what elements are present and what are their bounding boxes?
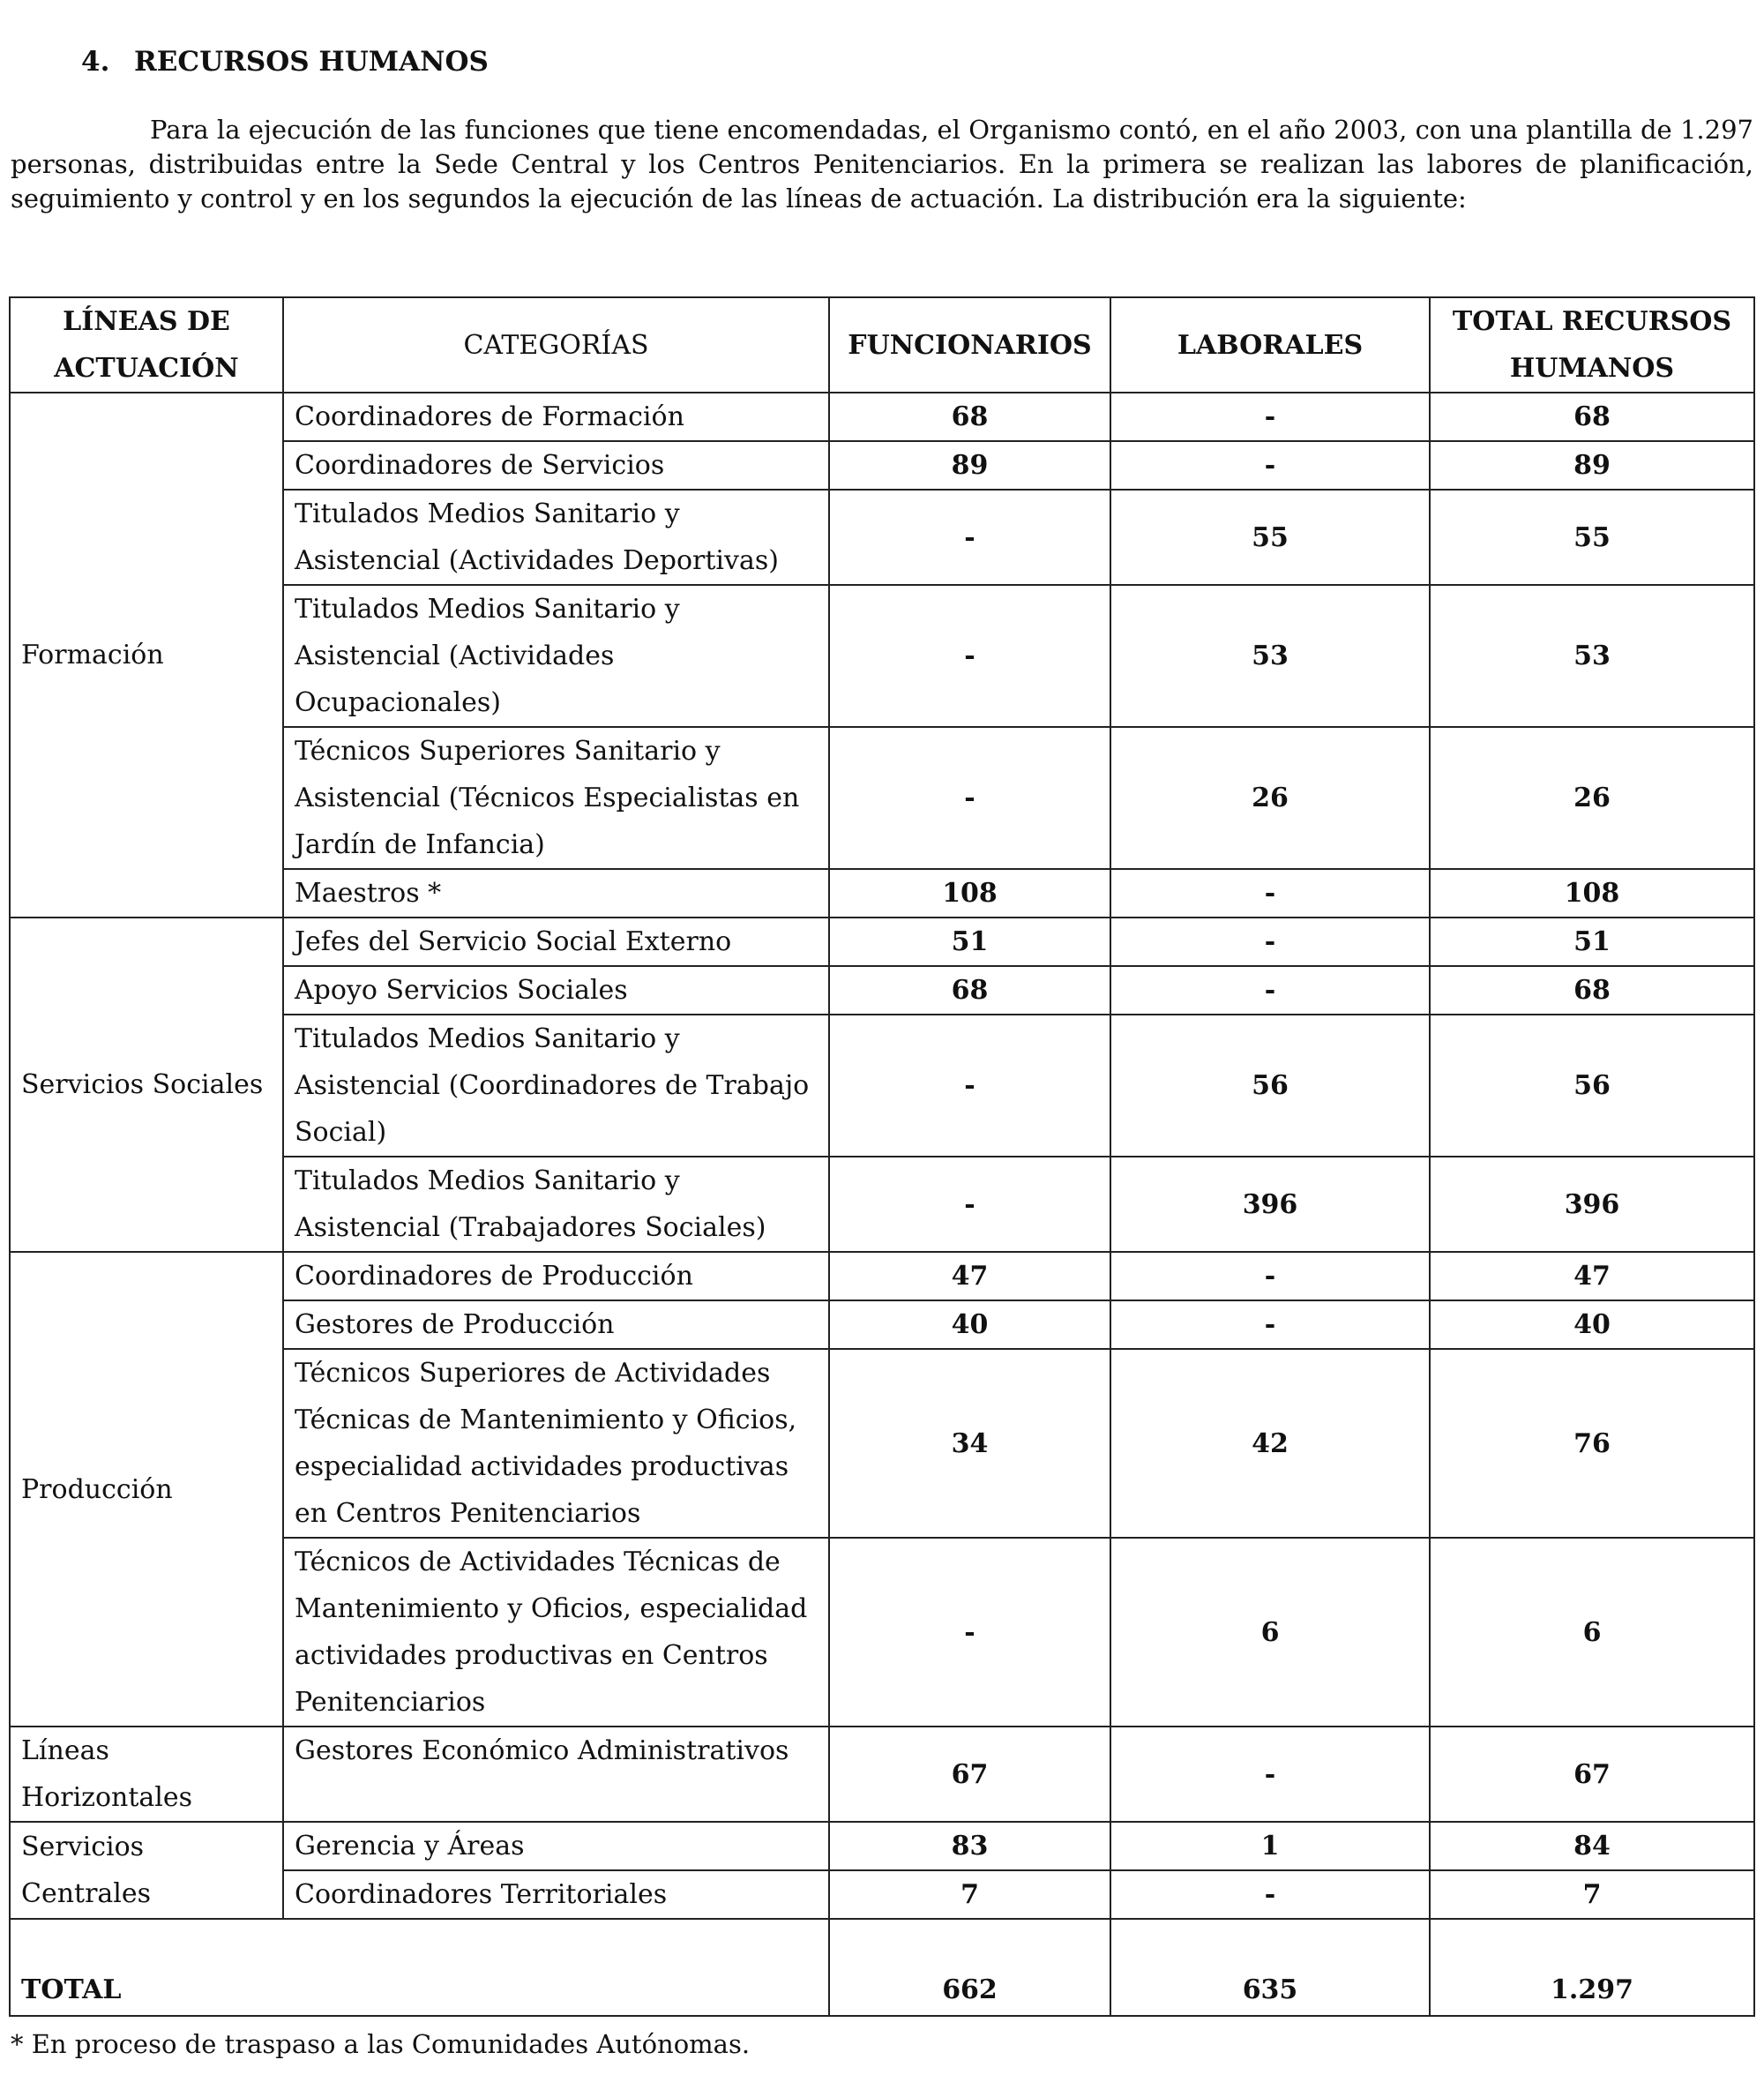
- funcionarios-cell: 83: [829, 1822, 1110, 1870]
- laborales-cell: 26: [1110, 727, 1430, 869]
- laborales-cell: 53: [1110, 585, 1430, 727]
- group-formacion: Formación: [10, 393, 283, 918]
- table-row: [10, 1727, 1754, 1822]
- total-cell: 40: [1430, 1300, 1754, 1349]
- section-number: 4.: [81, 46, 110, 78]
- total-row: [10, 1919, 1754, 2016]
- section-heading: [81, 46, 489, 78]
- category-cell: Coordinadores de Servicios: [283, 441, 829, 490]
- category-cell: Apoyo Servicios Sociales: [283, 966, 829, 1015]
- laborales-cell: 1: [1110, 1822, 1430, 1870]
- table-row: [10, 1252, 1754, 1300]
- laborales-cell: -: [1110, 1300, 1430, 1349]
- funcionarios-cell: 67: [829, 1727, 1110, 1822]
- funcionarios-cell: -: [829, 1015, 1110, 1157]
- total-cell: 84: [1430, 1822, 1754, 1870]
- funcionarios-cell: -: [829, 585, 1110, 727]
- header-lineas: LÍNEAS DE ACTUACIÓN: [10, 297, 283, 393]
- laborales-cell: 396: [1110, 1157, 1430, 1252]
- funcionarios-cell: 47: [829, 1252, 1110, 1300]
- total-cell: 51: [1430, 918, 1754, 966]
- funcionarios-cell: 68: [829, 966, 1110, 1015]
- table-row: [10, 918, 1754, 966]
- total-cell: 26: [1430, 727, 1754, 869]
- laborales-cell: 6: [1110, 1538, 1430, 1727]
- total-cell: 76: [1430, 1349, 1754, 1538]
- header-laborales: LABORALES: [1110, 297, 1430, 393]
- total-cell: 68: [1430, 393, 1754, 441]
- laborales-cell: 55: [1110, 490, 1430, 585]
- category-cell: Titulados Medios Sanitario y Asistencial (Trabajadores Sociales): [283, 1157, 829, 1252]
- category-cell: Gestores Económico Administrativos: [283, 1727, 829, 1822]
- category-cell: Titulados Medios Sanitario y Asistencial (Actividades Ocupacionales): [283, 585, 829, 727]
- funcionarios-cell: 7: [829, 1870, 1110, 1919]
- laborales-cell: -: [1110, 966, 1430, 1015]
- funcionarios-cell: 108: [829, 869, 1110, 918]
- total-funcionarios: 662: [829, 1919, 1110, 2016]
- group-servicios-centrales: Servicios Centrales: [10, 1822, 283, 1919]
- total-cell: 55: [1430, 490, 1754, 585]
- header-funcionarios: FUNCIONARIOS: [829, 297, 1110, 393]
- laborales-cell: -: [1110, 441, 1430, 490]
- header-categorias: CATEGORÍAS: [283, 297, 829, 393]
- laborales-cell: -: [1110, 1727, 1430, 1822]
- laborales-cell: 56: [1110, 1015, 1430, 1157]
- category-cell: Coordinadores de Producción: [283, 1252, 829, 1300]
- funcionarios-cell: 40: [829, 1300, 1110, 1349]
- category-cell: Titulados Medios Sanitario y Asistencial (Coordinadores de Trabajo Social): [283, 1015, 829, 1157]
- total-cell: 47: [1430, 1252, 1754, 1300]
- laborales-cell: -: [1110, 1252, 1430, 1300]
- total-cell: 68: [1430, 966, 1754, 1015]
- laborales-cell: -: [1110, 918, 1430, 966]
- total-cell: 56: [1430, 1015, 1754, 1157]
- category-cell: Gerencia y Áreas: [283, 1822, 829, 1870]
- total-cell: 89: [1430, 441, 1754, 490]
- category-cell: Gestores de Producción: [283, 1300, 829, 1349]
- total-cell: 6: [1430, 1538, 1754, 1727]
- total-cell: 396: [1430, 1157, 1754, 1252]
- table-row: [10, 1822, 1754, 1870]
- funcionarios-cell: 89: [829, 441, 1110, 490]
- group-produccion: Producción: [10, 1252, 283, 1727]
- total-cell: 7: [1430, 1870, 1754, 1919]
- total-cell: 53: [1430, 585, 1754, 727]
- funcionarios-cell: 68: [829, 393, 1110, 441]
- laborales-cell: -: [1110, 393, 1430, 441]
- group-servicios-sociales: Servicios Sociales: [10, 918, 283, 1252]
- category-cell: Maestros *: [283, 869, 829, 918]
- total-cell: 67: [1430, 1727, 1754, 1822]
- total-recursos: 1.297: [1430, 1919, 1754, 2016]
- funcionarios-cell: -: [829, 1157, 1110, 1252]
- category-cell: Coordinadores de Formación: [283, 393, 829, 441]
- funcionarios-cell: 51: [829, 918, 1110, 966]
- category-cell: Coordinadores Territoriales: [283, 1870, 829, 1919]
- intro-paragraph: Para la ejecución de las funciones que tiene encomendadas, el Organismo contó, en el año 2003, con una plantilla de 1.297 personas, distribuidas entre la Sede Central y los Centros Penitenciarios. En la primera se realizan las labores de planificación, seguimiento y control y en los segundos la ejecución de las líneas de actuación. La distribución era la siguiente:: [11, 115, 1753, 213]
- funcionarios-cell: 34: [829, 1349, 1110, 1538]
- total-laborales: 635: [1110, 1919, 1430, 2016]
- header-total: TOTAL RECURSOS HUMANOS: [1430, 297, 1754, 393]
- category-cell: Técnicos Superiores Sanitario y Asistencial (Técnicos Especialistas en Jardín de Infancia): [283, 727, 829, 869]
- category-cell: Técnicos de Actividades Técnicas de Mantenimiento y Oficios, especialidad actividades productivas en Centros Penitenciarios: [283, 1538, 829, 1727]
- laborales-cell: -: [1110, 869, 1430, 918]
- laborales-cell: -: [1110, 1870, 1430, 1919]
- total-label: TOTAL: [10, 1919, 829, 2016]
- category-cell: Titulados Medios Sanitario y Asistencial (Actividades Deportivas): [283, 490, 829, 585]
- funcionarios-cell: -: [829, 490, 1110, 585]
- table-row: [10, 393, 1754, 441]
- laborales-cell: 42: [1110, 1349, 1430, 1538]
- human-resources-table: [9, 296, 1755, 2017]
- total-cell: 108: [1430, 869, 1754, 918]
- category-cell: Jefes del Servicio Social Externo: [283, 918, 829, 966]
- funcionarios-cell: -: [829, 1538, 1110, 1727]
- group-lineas-horizontales: Líneas Horizontales: [10, 1727, 283, 1822]
- section-title: RECURSOS HUMANOS: [134, 46, 489, 78]
- funcionarios-cell: -: [829, 727, 1110, 869]
- footnote: * En proceso de traspaso a las Comunidades Autónomas.: [11, 2029, 751, 2059]
- category-cell: Técnicos Superiores de Actividades Técnicas de Mantenimiento y Oficios, especialidad actividades productivas en Centros Penitenciarios: [283, 1349, 829, 1538]
